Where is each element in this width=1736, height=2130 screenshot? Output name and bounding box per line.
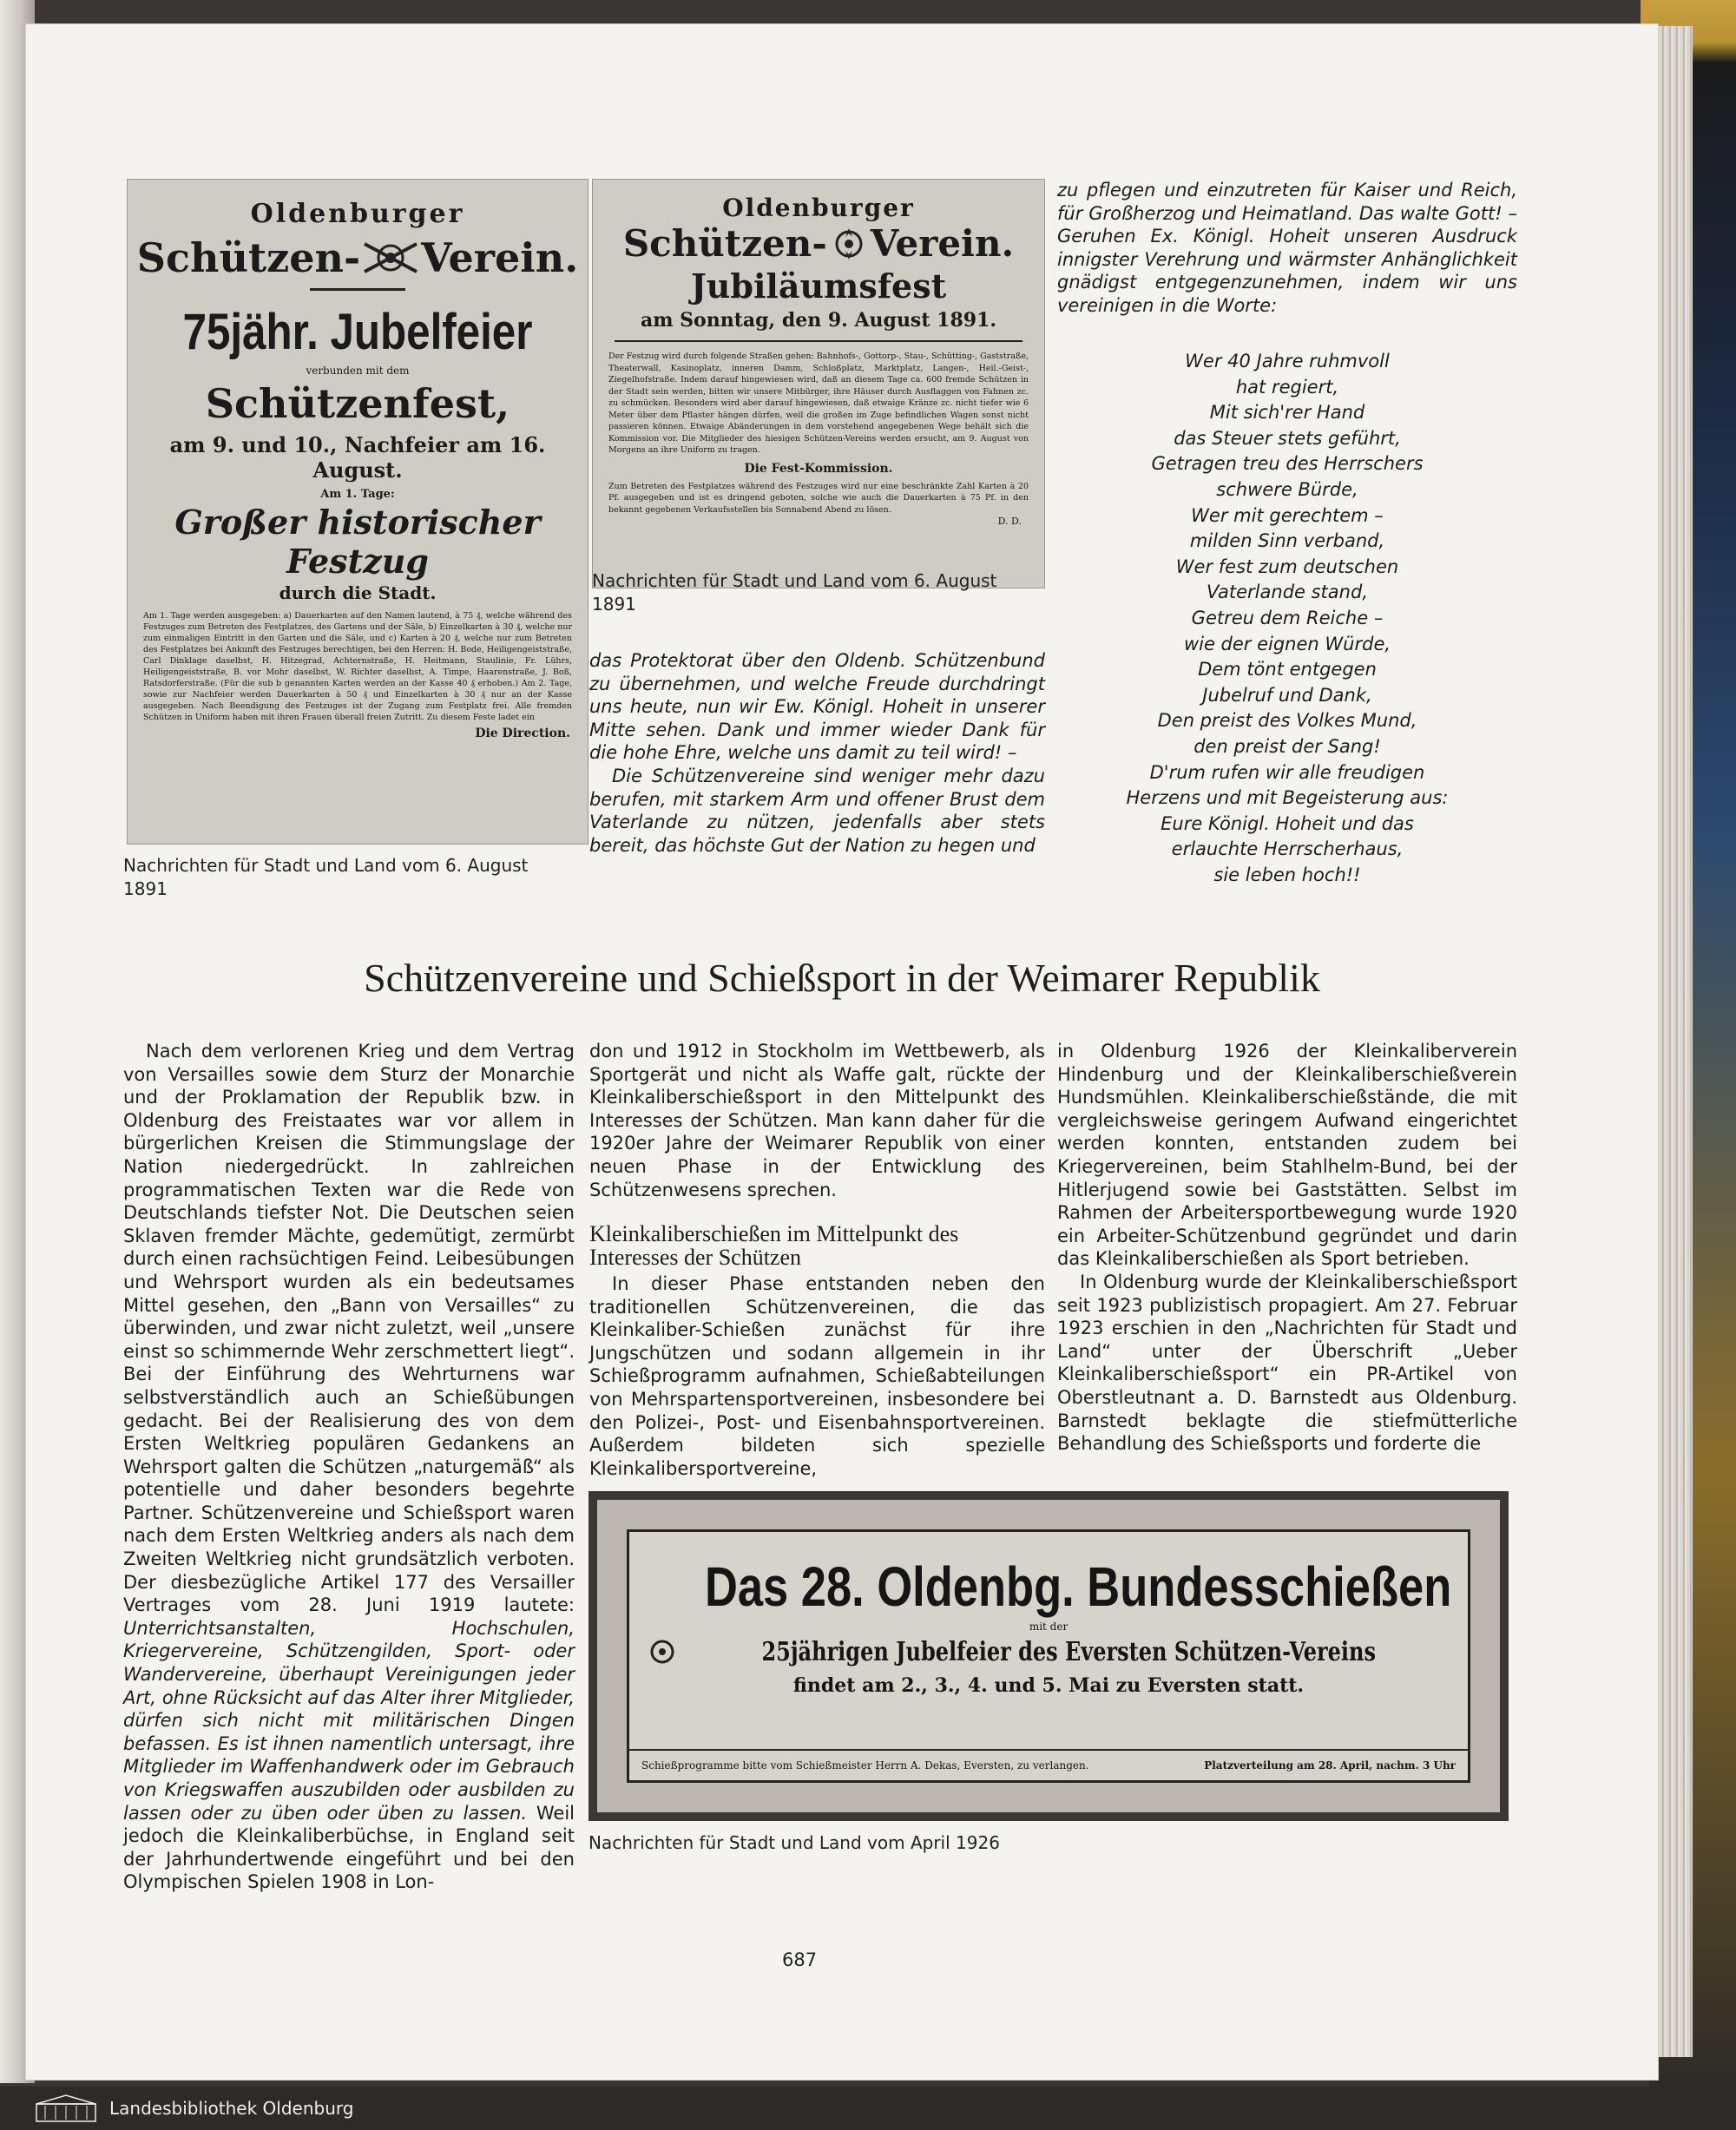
ad3-program: Schießprogramme bitte vom Schießmeister Herrn A. Dekas, Eversten, zu verlangen. <box>641 1759 1089 1772</box>
ad2-headline: Jubiläumsfest <box>690 266 947 306</box>
poem-line: hat regiert, <box>1235 376 1339 398</box>
poem-line: wie der eignen Würde, <box>1183 633 1391 654</box>
caption-ad3: Nachrichten für Stadt und Land vom April 1926 <box>589 1832 1000 1853</box>
ad2-org-line1: Oldenburger <box>722 194 915 222</box>
col1-quote: Unterrichtsanstalten, Hochschulen, Kriegervereine, Schützengilden, Sport- oder Wandervereine, überhaupt Vereinigungen jeder Art, ohne Rücksicht auf das Alter ihrer Mitglieder, dürfen sich nicht mit militärischen Dingen befassen. Es ist ihnen namentlich untersagt, ihre Mitglieder im Waffenhandwerk oder im Gebrauch von Kriegswaffen auszubilden oder ausbilden zu lassen oder zu üben oder üben zu lassen. <box>123 1617 575 1824</box>
ad1-headline: 75jähr. Jubelfeier <box>182 304 533 360</box>
poem-line: Dem tönt entgegen <box>1198 659 1377 680</box>
body-column-3 <box>1057 1040 1517 1456</box>
ad1-event: Schützenfest, <box>205 380 510 427</box>
ad1-through: durch die Stadt. <box>279 582 437 603</box>
body-column-1 <box>123 1040 575 1894</box>
poem-line: erlauchte Herrscherhaus, <box>1171 838 1404 860</box>
poem-line: D'rum rufen wir alle freudigen <box>1149 761 1425 783</box>
ad3-dates: findet am 2., 3., 4. und 5. Mai zu Eversten statt. <box>792 1674 1305 1697</box>
col2-p2: In dieser Phase entstanden neben den traditionellen Schützenvereinen, die das Kleinkaliber-Schießen zunächst für ihre Jungschützen und sodann allgemein in ihr Schießprogramm aufnahmen, Schießabteilungen von Mehrspartensportvereinen, insbesondere bei den Polizei-, Post- und Eisenbahnsportvereinen. Außerdem bildeten sich spezielle Kleinkalibersportvereine, <box>589 1273 1045 1479</box>
ad2-divider <box>615 340 1023 342</box>
poem-line: Mit sich'rer Hand <box>1209 402 1365 424</box>
col1-p1: Nach dem verlorenen Krieg und dem Vertrag von Versailles sowie dem Sturz der Monarchie und der Proklamation der Republik bzw. in Oldenburg des Freistaates war vor allem in bürgerlichen Kreisen die Stimmungslage der Nation niedergedrückt. In zahlreichen programmatischen Texten war die Rede von Deutschlands tiefster Not. Die Deutschen seien Sklaven fremder Mächte, gedemütigt, zermürbt durch einen rachsüchtigen Feind. Leibesübungen und Wehrsport wurden als ein bedeutsames Mittel gesehen, den „Bann von Versailles“ zu überwinden, und zwar nicht zuletzt, weil „unsere einst so schimmernde Wehr zerschmettert liegt“. Bei der Einführung des Wehrturnens war selbstverständlich auch an Schießübungen gedacht. Bei der Realisierung des von dem Ersten Weltkrieg populären Gedankens an Wehrsport galten die Schützen „naturgemäß“ als potentielle und daher besonders begehrte Partner. Schützenvereine und Schießsport waren nach dem Ersten Weltkrieg anders als nach dem Zweiten Weltkrieg nicht grundsätzlich verboten. Der diesbezügliche Artikel 177 des Versailler Vertrages vom 28. Juni 1919 lautete: <box>123 1041 575 1616</box>
ad2-body2: Zum Betreten des Festplatzes während des Festzuges wird nur eine beschränkte Zahl Karten à 20 Pf. ausgegeben und ist es dringend geboten, solche wie auch die Dauerkarten à 75 Pf. in den bekannt gegebenen Verkaufsstellen bis Sonnabend Abend zu lösen. <box>608 481 1029 515</box>
poem-line: sie leben hoch!! <box>1213 864 1361 885</box>
book-page <box>26 24 1658 2080</box>
ad3-inner-frame <box>627 1529 1470 1783</box>
col3-p2: In Oldenburg wurde der Kleinkaliberschießsport seit 1923 publizistisch propagiert. Am 27. Februar 1923 erschien in den „Nachrichten für Stadt und Land“ unter der Überschrift „Ueber Kleinkaliberschießsport“ ein PR-Artikel von Oberstleutnant a. D. Barnstedt aus Oldenburg. Barnstedt beklagte die stiefmütterliche Behandlung des Schießsports und forderte die <box>1057 1271 1517 1455</box>
newspaper-ad-bundesschiessen <box>589 1491 1509 1821</box>
section-title: Schützenvereine und Schießsport in der Weimarer Republik <box>364 956 1320 1000</box>
page-number: 687 <box>782 1949 818 1970</box>
newspaper-ad-jubilaeumsfest <box>592 179 1045 588</box>
ad3-emblem-icon <box>645 1636 680 1667</box>
poem-line: Wer 40 Jahre ruhmvoll <box>1185 351 1390 371</box>
ad2-org-verein: Verein. <box>870 222 1015 265</box>
ad1-signature: Die Direction. <box>475 726 570 740</box>
ad2-date: am Sonntag, den 9. August 1891. <box>640 309 997 332</box>
ad3-prize: Platzverteilung am 28. April, nachm. 3 Uhr <box>1204 1759 1456 1772</box>
ad1-day1: Am 1. Tage: <box>320 488 395 501</box>
ad2-sig: D. D. <box>997 516 1022 527</box>
ad2-org-line2 <box>593 222 1044 265</box>
ad1-org-line1: Oldenburger <box>250 199 465 229</box>
ad2-commission: Die Fest-Kommission. <box>744 461 893 476</box>
poem-line: Jubelruf und Dank, <box>1202 684 1372 706</box>
library-footer-bar <box>0 2087 1736 2130</box>
ad2-org-schuetzen: Schützen- <box>622 222 827 265</box>
upper-middle-p1: das Protektorat über den Oldenb. Schützenbund zu übernehmen, und welche Freude durchdringt uns heute, nun wir Ew. Königl. Hoheit in unserer Mitte sehen. Dank und immer wieder Dank für die hohe Ehre, welche uns damit zu teil wird! – <box>589 650 1045 764</box>
caption-ad1: Nachrichten für Stadt und Land vom 6. August 1891 <box>123 855 529 899</box>
crest-emblem-icon <box>827 225 871 263</box>
ad3-sub: 25jährigen Jubelfeier des Eversten Schützen-Vereins <box>761 1636 1376 1667</box>
ad3-headline: Das 28. Oldenbg. Bundesschießen <box>704 1555 1452 1618</box>
poem-line: Vaterlande stand, <box>1207 582 1368 603</box>
ad3-sub-line <box>629 1636 1468 1667</box>
upper-middle-p2: Die Schützenvereine sind weniger mehr dazu berufen, mit starkem Arm und offener Brust dem Vaterlande zu nützen, jedenfalls aber stets bereit, das höchste Gut der Nation zu hegen und <box>589 765 1045 856</box>
ad1-parade: Großer historischer Festzug <box>174 503 541 581</box>
caption-ad2: Nachrichten für Stadt und Land vom 6. August 1891 <box>592 570 997 615</box>
poem-line: Den preist des Volkes Mund, <box>1157 710 1417 732</box>
col2-subhead: Kleinkaliberschießen im Mittelpunkt des Interesses der Schützen <box>589 1221 959 1270</box>
poem-line: Wer fest zum deutschen <box>1175 556 1399 577</box>
newspaper-ad-75-jubelfeier <box>127 179 589 845</box>
ad3-footer-line <box>629 1749 1468 1780</box>
poem-line: den preist der Sang! <box>1194 735 1381 757</box>
upper-right-p1: zu pflegen und einzutreten für Kaiser und Reich, für Großherzog und Heimatland. Das walte Gott! – Geruhen Ex. Königl. Hoheit unseren Ausdruck innigster Verehrung und wärmster Anhänglichkeit gnädigst entgegenzunehmen, indem wir uns vereinigen in die Worte: <box>1057 180 1517 316</box>
ad1-org-line2 <box>128 234 588 281</box>
col2-p1: don und 1912 in Stockholm im Wettbewerb, als Sportgerät und nicht als Waffe galt, rückte der Kleinkaliberschießsport in den Mittelpunkt des Interesses der Schützen. Man kann daher für die 1920er Jahre der Weimarer Republik von einer neuen Phase in der Entwicklung des Schützenwesens sprechen. <box>589 1041 1045 1200</box>
col1-paragraph <box>123 1040 575 1894</box>
poem-line: Eure Königl. Hoheit und das <box>1161 812 1414 834</box>
ad2-body1: Der Festzug wird durch folgende Straßen gehen: Bahnhofs-, Gottorp-, Stau-, Schütting-, Gaststraße, Theaterwall, Kasinoplatz, inneren Damm, Schloßplatz, Marktplatz, Langen-, Heil.-Geist-, Ziegelhofstraße. Indem darauf hingewiesen wird, daß an diesem Tage ca. 600 fremde Schützen in der Stadt sein werden, bitten wir unsere Mitbürger, ihre Häuser durch Ausflaggen von Fahnen zc. zu schmücken. Besonders wird aber darauf hingewiesen, daß etwaige Kränze zc. nicht tiefer wie 6 Meter über dem Pflaster hängen dürfen, weil die großen im Zuge befindlichen Wagen sonst nicht passieren können. Etwaige Abänderungen in dem vorstehend angegebenen Wege behält sich die Kommission vor. Die Mitglieder des hiesigen Schützen-Vereins werden ersucht, am 9. August von Morgens an ihre Uniform zu tragen. <box>608 352 1029 455</box>
poem-line: Getragen treu des Herrschers <box>1151 453 1424 475</box>
ad1-dates: am 9. und 10., Nachfeier am 16. August. <box>169 432 546 483</box>
poem-line: Herzens und mit Begeisterung aus: <box>1126 787 1449 809</box>
upper-middle-text <box>589 649 1045 857</box>
library-building-icon <box>35 2094 97 2123</box>
ad1-org-verein: Verein. <box>421 234 579 281</box>
target-emblem-icon <box>360 239 421 277</box>
poem-line: Getreu dem Reiche – <box>1191 607 1384 628</box>
body-column-2-cont <box>589 1272 1045 1480</box>
ad3-mit: mit der <box>1029 1621 1069 1633</box>
poem-line: schwere Bürde, <box>1216 478 1358 500</box>
ad1-divider <box>310 288 405 291</box>
body-column-2 <box>589 1040 1045 1201</box>
poem-line: Wer mit gerechtem – <box>1191 504 1384 526</box>
poem-line: das Steuer stets geführt, <box>1174 427 1401 449</box>
ad1-connector: verbunden mit dem <box>306 365 410 377</box>
col3-p1: in Oldenburg 1926 der Kleinkaliberverein Hindenburg und der Kleinkaliberschießverein Hundsmühlen. Kleinkaliberschießstände, die mit vergleichsweise geringem Aufwand eingerichtet werden konnten, entstanden zudem bei Kriegervereinen, beim Stahlhelm-Bund, bei der Hitlerjugend sowie bei Gaststätten. Selbst im Rahmen der Arbeitersportbewegung wurde 1920 ein Arbeiter-Schützenbund gegründet und darin das Kleinkaliberschießen als Sport betrieben. <box>1057 1041 1517 1270</box>
ad1-body: Am 1. Tage werden ausgegeben: a) Dauerkarten auf den Namen lautend, à 75 ₰, welche während des Festzuges zum Betreten des Festplatzes, des Gartens und der Säle, b) Einzelkarten à 30 ₰, welche nur zum einmaligen Eintritt in den Garten und die Säle, und c) Karten à 20 ₰, welche nur zum Betreten des Festplatzes bei Ankunft des Festzuges berechtigen, bei den Herren: H. Bode, Heiligengeiststraße, Carl Dinklage daselbst, H. Hitzegrad, Achternstraße, H. Heitmann, Staulinie, Fr. Lührs, Heiligengeiststraße, B. vor Mohr daselbst, W. Richter daselbst, A. Timpe, Haarenstraße, J. Boß, Ratsdorferstraße. (Für die sub b genannten Karten werden an der Kasse 40 ₰ erhoben.) Am 2. Tage, sowie zur Nachfeier werden Dauerkarten à 50 ₰ und Einzelkarten à 30 ₰ nur an der Kasse ausgegeben. Nach Beendigung des Festzuges ist der Zugang zum Festplatz frei. Alle fremden Schützen in Uniform haben mit ihren Frauen überall freien Zutritt. Zu diesem Feste ladet ein <box>143 611 572 722</box>
col1-p1-end: Weil jedoch die Kleinkaliberbüchse, in England seit der Jahrhundertwende eingeführt und bei den Olympischen Spielen 1908 in Lon- <box>123 1802 575 1893</box>
upper-right-text <box>1057 179 1517 318</box>
poem-line: milden Sinn verband, <box>1189 530 1385 552</box>
poem <box>1057 349 1517 888</box>
ad1-org-schuetzen: Schützen- <box>136 234 361 281</box>
library-label: Landesbibliothek Oldenburg <box>109 2098 354 2119</box>
